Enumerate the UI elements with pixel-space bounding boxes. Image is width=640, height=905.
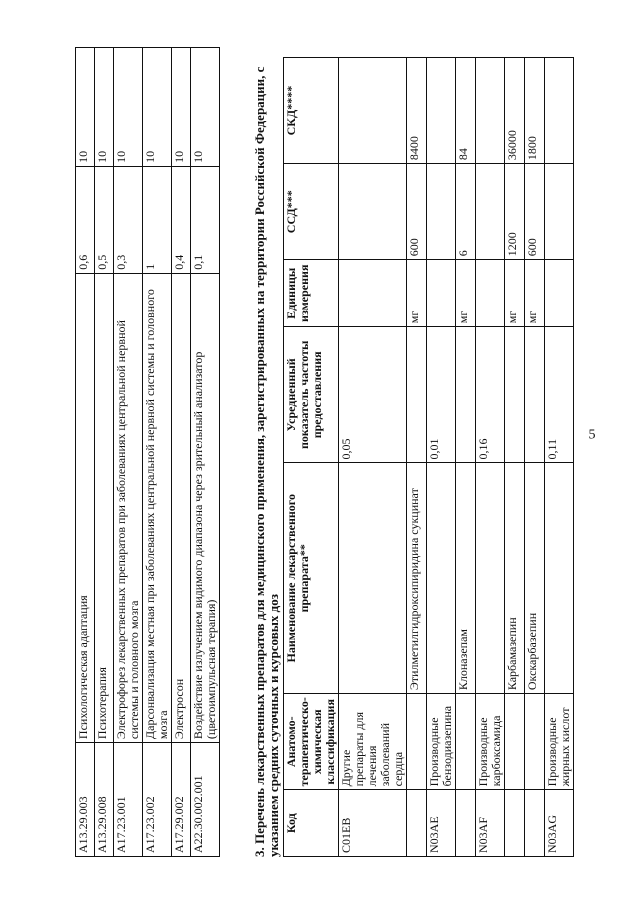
service-name: Воздействие излучением видимого диапазона через зрительный анализатор (цветоимпульсная терапия)	[191, 273, 220, 742]
drug-drug: Этилметилгидроксипиридина сукцинат	[407, 463, 427, 694]
drugs-header-row	[284, 58, 339, 857]
drug-drug: Окскарбазепин	[525, 463, 545, 694]
drug-code: C01EB	[339, 790, 407, 857]
drug-unit	[476, 260, 505, 327]
service-name: Электрофорез лекарственных препаратов при заболеваниях центральной нервной системы и головного мозга	[114, 273, 143, 742]
service-code: A22.30.002.001	[191, 743, 220, 857]
drug-skd: 8400	[407, 58, 427, 164]
drug-row	[476, 58, 505, 857]
drug-ssd: 600	[525, 164, 545, 260]
service-row	[95, 48, 114, 857]
service-code: A17.23.001	[114, 743, 143, 857]
service-multiplicity: 10	[191, 48, 220, 167]
drug-atc	[407, 694, 427, 790]
drug-row	[427, 58, 456, 857]
service-freq: 0,5	[95, 166, 114, 273]
service-multiplicity: 10	[172, 48, 191, 167]
drug-code: N03AF	[476, 790, 505, 857]
drug-drug	[476, 463, 505, 694]
service-code: A13.29.003	[76, 743, 95, 857]
drug-freq: 0,01	[427, 327, 456, 463]
drug-ssd	[427, 164, 456, 260]
drug-atc: Производные жирных кислот	[545, 694, 574, 790]
header-unit: Единицы измерения	[284, 260, 339, 327]
drug-ssd	[339, 164, 407, 260]
drug-drug: Карбамазепин	[505, 463, 525, 694]
drug-row	[456, 58, 476, 857]
drug-ssd	[545, 164, 574, 260]
drug-skd: 1800	[525, 58, 545, 164]
drug-code	[525, 790, 545, 857]
drug-freq: 0,05	[339, 327, 407, 463]
service-name: Психотерапия	[95, 273, 114, 742]
service-code: A17.23.002	[143, 743, 172, 857]
drug-drug	[427, 463, 456, 694]
drug-ssd: 6	[456, 164, 476, 260]
drug-row	[525, 58, 545, 857]
header-code: Код	[284, 790, 339, 857]
drug-freq	[525, 327, 545, 463]
section-title: 3. Перечень лекарственных препаратов для медицинского применения, зарегистрированных на территории Российской Федерации, с указанием средних суточных и курсовых доз	[252, 66, 281, 857]
drug-skd: 36000	[505, 58, 525, 164]
drug-code	[407, 790, 427, 857]
drug-row	[339, 58, 407, 857]
services-table	[75, 47, 220, 857]
service-code: A13.29.008	[95, 743, 114, 857]
drug-atc	[505, 694, 525, 790]
drug-freq	[407, 327, 427, 463]
drug-skd	[339, 58, 407, 164]
drug-freq: 0,16	[476, 327, 505, 463]
drug-skd: 84	[456, 58, 476, 164]
service-name: Дарсонвализация местная при заболеваниях центральной нервной системы и головного мозга	[143, 273, 172, 742]
service-name: Психологическая адаптация	[76, 273, 95, 742]
drug-unit: мг	[456, 260, 476, 327]
service-multiplicity: 10	[143, 48, 172, 167]
service-freq: 0,4	[172, 166, 191, 273]
service-row	[76, 48, 95, 857]
drug-atc: Другие препараты для лечения заболеваний сердца	[339, 694, 407, 790]
service-multiplicity: 10	[114, 48, 143, 167]
drug-unit: мг	[505, 260, 525, 327]
drug-freq	[456, 327, 476, 463]
header-drug: Наименование лекарственного препарата**	[284, 463, 339, 694]
drug-row	[407, 58, 427, 857]
service-row	[114, 48, 143, 857]
service-code: A17.29.002	[172, 743, 191, 857]
service-freq: 0,6	[76, 166, 95, 273]
drug-freq	[505, 327, 525, 463]
drug-unit	[545, 260, 574, 327]
drug-drug	[545, 463, 574, 694]
service-multiplicity: 10	[76, 48, 95, 167]
service-row	[191, 48, 220, 857]
drug-unit: мг	[525, 260, 545, 327]
header-atc: Анатомо-терапевтическо-химическая классификация	[284, 694, 339, 790]
service-row	[172, 48, 191, 857]
drug-code: N03AG	[545, 790, 574, 857]
drug-atc: Производные карбоксамида	[476, 694, 505, 790]
drug-ssd: 600	[407, 164, 427, 260]
drug-unit: мг	[407, 260, 427, 327]
drug-drug	[339, 463, 407, 694]
drug-code	[505, 790, 525, 857]
drug-code	[456, 790, 476, 857]
drug-atc	[525, 694, 545, 790]
drug-skd	[476, 58, 505, 164]
service-row	[143, 48, 172, 857]
service-freq: 1	[143, 166, 172, 273]
drug-freq: 0,11	[545, 327, 574, 463]
drug-skd	[427, 58, 456, 164]
drug-unit	[427, 260, 456, 327]
drug-drug: Клоназепам	[456, 463, 476, 694]
service-multiplicity: 10	[95, 48, 114, 167]
header-freq: Усредненный показатель частоты предоставления	[284, 327, 339, 463]
drugs-table	[283, 57, 574, 857]
drug-row	[545, 58, 574, 857]
drug-unit	[339, 260, 407, 327]
service-name: Электросон	[172, 273, 191, 742]
drug-ssd	[476, 164, 505, 260]
drug-skd	[545, 58, 574, 164]
drug-atc: Производные бензодиазепина	[427, 694, 456, 790]
drug-code: N03AE	[427, 790, 456, 857]
header-skd: СКД****	[284, 58, 339, 164]
service-freq: 0,3	[114, 166, 143, 273]
drug-ssd: 1200	[505, 164, 525, 260]
drug-row	[505, 58, 525, 857]
service-freq: 0,1	[191, 166, 220, 273]
page-number: 5	[588, 427, 596, 443]
header-ssd: ССД***	[284, 164, 339, 260]
drug-atc	[456, 694, 476, 790]
